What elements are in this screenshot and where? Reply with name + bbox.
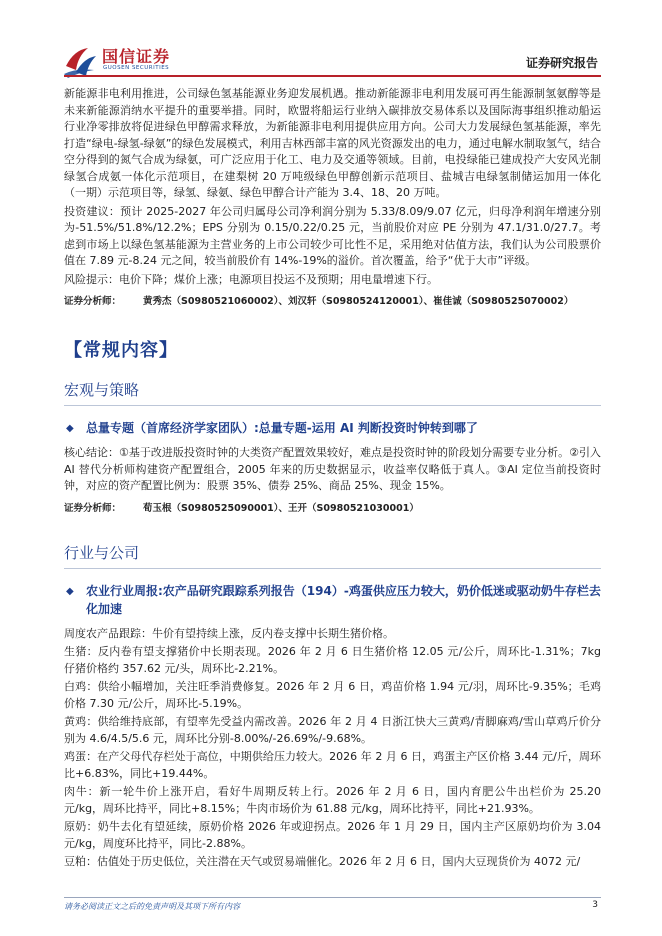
header-divider [64,75,601,77]
analysts-label: 证券分析师： [64,502,122,514]
macro-heading-divider [64,405,601,406]
intro-analysts [64,295,601,309]
industry-paragraph-4: 黄鸡：供给维持底部，有望率先受益内需改善。2026 年 2 月 4 日浙江快大三黄鸡/青脚麻鸡/雪山草鸡斤价分别为 4.6/4.5/5.6 元，周环比分别-8.00%/-26.69%/-9.68%。 [64,715,601,745]
macro-analysts [64,502,601,516]
industry-paragraph-5: 鸡蛋：在产父母代存栏处于高位，中期供给压力较大。2026 年 2 月 6 日，鸡蛋主产区价格 3.44 元/斤，周环比+6.83%，同比+19.44%。 [64,750,601,780]
industry-paragraph-3: 白鸡：供给小幅增加，关注旺季消费修复。2026 年 2 月 6 日，鸡苗价格 1.94 元/羽，周环比-9.35%；毛鸡价格 7.30 元/公斤，周环比-5.19%。 [64,680,601,710]
industry-paragraph-2: 生猪：反内卷有望支撑猪价中长期表现。2026 年 2 月 6 日生猪价格 12.05 元/公斤，周环比-1.31%；7kg 仔猪价格约 357.62 元/头，周环比-2.21%。 [64,645,601,675]
industry-item-title[interactable] [64,582,601,619]
intro-paragraph-2: 投资建议：预计 2025-2027 年公司归属母公司净利润分别为 5.33/8.09/9.07 亿元，归母净利润年增速分别为-51.5%/51.8%/12.2%；EPS 分别为 0.15/0.22/0.25 元，当前股价对应 PE 分别为 47.1/31.0/27.7。考虑到市场上以绿色氢基能源为主营业务的上市公司较少可比性不足，采用绝对估值方法，我们认为公司股票价值在 7.89 元-8.24 元之间，较当前股价有 14%-19%的溢价。首次覆盖，给予“优于大市”评级。 [64,204,601,267]
industry-paragraph-8: 豆粕：估值处于历史低位，关注潜在天气或贸易端催化。2026 年 2 月 6 日，国内大豆现货价为 4072 元/ [64,855,581,868]
footer-divider [64,897,601,898]
page-number: 3 [592,900,598,910]
diamond-bullet-icon: ◆ [66,423,74,434]
analysts-label: 证券分析师： [64,296,122,307]
industry-paragraph-1: 周度农产品跟踪：牛价有望持续上涨，反内卷支撑中长期生猪价格。 [64,626,394,640]
macro-item-title-text[interactable]: 总量专题（首席经济学家团队）:总量专题-运用 AI 判断投资时钟转到哪了 [86,421,478,435]
macro-heading: 宏观与策略 [64,381,140,399]
guosen-logo-icon [64,46,98,78]
industry-paragraph-6: 肉牛：新一轮牛价上涨开启，看好牛周期反转上行。2026 年 2 月 6 日，国内育肥公牛出栏价为 25.20 元/kg，周环比持平，同比+8.15%；牛肉市场价为 61.88 元/kg，周环比持平，同比+21.93%。 [64,785,601,815]
macro-paragraph: 核心结论：①基于改进版投资时钟的大类资产配置效果较好，难点是投资时钟的阶段划分需要专业分析。②引入 AI 替代分析师构建资产配置组合，2005 年来的历史数据显示，收益率仅略低于真人。③AI 定位当前投资时钟，对应的资产配置比例为：股票 35%、债券 25%、商品 25%、现金 15%。 [64,446,601,492]
industry-heading: 行业与公司 [64,543,140,562]
section-title: 【常规内容】 [64,340,178,361]
logo-chinese-name: 国信证券 [102,47,171,66]
intro-paragraph-3: 风险提示：电价下降；煤价上涨；电源项目投运不及预期；用电量增速下行。 [64,272,438,286]
industry-item-title-text[interactable]: 农业行业周报:农产品研究跟踪系列报告（194）-鸡蛋供应压力较大，奶价低迷或驱动奶牛存栏去化加速 [86,583,601,616]
analysts-names: 荀玉根（S0980525090001）、王开（S0980521030001） [143,502,419,514]
analysts-names: 黄秀杰（S0980521060002）、刘汉轩（S0980524120001）、崔佳诚（S0980525070002） [143,296,574,307]
page-header [0,0,662,80]
diamond-bullet-icon: ◆ [66,585,74,597]
industry-heading-divider [64,568,601,569]
report-type-title: 证券研究报告 [525,56,598,70]
logo-english-name: GUOSEN SECURITIES [103,65,170,71]
macro-item-title[interactable] [64,419,601,438]
company-logo [64,44,184,78]
intro-paragraph-1: 新能源非电利用推进，公司绿色氢基能源业务迎发展机遇。推动新能源非电利用发展可再生能源制氢氨醇等是未来新能源消纳水平提升的重要举措。同时，欧盟将船运行业纳入碳排放交易体系以及国际海事组织推动船运行业净零排放将促进绿色甲醇需求释放，为新能源非电利用提供应用方向。公司大力发展绿色氢基能源，率先打造“绿电-绿氢-绿氨”的绿色发展模式，利用吉林西部丰富的风光资源发出的电力，通过电解水制取氢气，结合空分得到的氮气合成为绿氨，可广泛应用于化工、电力及交通等领域。目前，电投绿能已建成投产大安风光制绿氢合成氨一体化示范项目，在建梨树 20 万吨级绿色甲醇创新示范项目、盐城吉电绿氢制储运加用一体化（一期）示范项目等，绿氢、绿氨、绿色甲醇合计产能为 3.4、18、20 万吨。 [64,87,601,199]
report-body [64,86,601,871]
industry-paragraph-7: 原奶：奶牛去化有望延续，原奶价格 2026 年或迎拐点。2026 年 1 月 29 日，国内主产区原奶均价为 3.04 元/kg，周度环比持平，同比-2.88%。 [64,820,601,850]
footer-disclaimer: 请务必阅读正文之后的免责声明及其项下所有内容 [64,902,240,911]
